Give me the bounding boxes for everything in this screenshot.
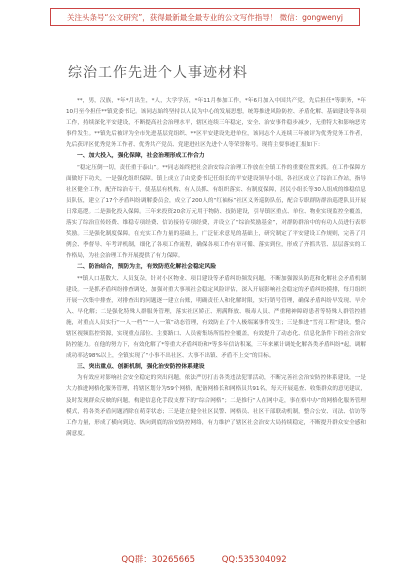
document-title: 综治工作先进个人事迹材料: [68, 65, 248, 81]
footer-qq: QQ:535304092: [221, 555, 287, 565]
section-heading: 二、防治结合，预防为主，有效防范化解社会稳定风险: [77, 264, 217, 271]
body-paragraph: **镇人口基数大、人员复杂，针对小区物业、项目建设等矛盾纠纷频发问题，不断加强源头防范和化解社会矛盾机制建设。一是抓矛盾纠纷排查调处，加强对重大事项社会稳定风险评估，深入开展影响社会稳定的矛盾纠纷摸排，每月组织开展一次集中排查，对排查出的问题逐一建立台账，明确责任人和化解时限，实行销号管理，确保矛盾纠纷早发现、早介入、早化解；二是强化特殊人群服务管理，落实社区矫正、刑满释放、吸毒人员、严重精神障碍患者等特殊人群管控措施，对重点人员实行“一人一档”“一人一策”动态管理，有效防止了个人极端案事件发生；三是推进“雪亮工程”建设，整合辖区视频监控资源，实现重点部位、主要路口、人员密集场所监控全覆盖，有效提升了动态化、信息化条件下的社会治安防控能力。在他的努力下，有效化解了*等重大矛盾纠纷和*等多年信访积案，三年来累计调处化解各类矛盾纠纷*起，调解成功率达98%以上，全镇实现了“小事不出社区、大事不出镇、矛盾不上交”的目标。: [66, 275, 366, 360]
section-heading: 一、加大投入，强化保障，社会治理形成工作合力: [77, 153, 205, 160]
section-heading: 三、突出重点、创新机制，强化治安防控体系建设: [77, 364, 205, 371]
banner-text: 关注头条号“公文研究”，获得最新最全最专业的公文写作指导！ 微信：gongwenyj: [66, 12, 344, 22]
footer-qq-group: QQ群：30265665: [121, 555, 196, 565]
top-promo-banner: [50, 8, 360, 26]
body-paragraph: 为有效应对影响社会安全稳定的突出问题，依法严厉打击各类违法犯罪活动，不断完善社会治安防控体系建设，一是大力推进网格化服务管理，将辖区划分为59个网格，配备网格长和网格员共91名，每天开展巡查、收集群众的意见建议，及时发现群众反映的问题，构建信息化手段支撑下的“综合网格”；二是推行“人在网中走，事在格中办”的网格化服务管理模式，将各类矛盾问题消除在萌芽状态；三是建立健全社区民警、网格员、社区干部联动机制，整合公安、司法、信访等工作力量，形成了横向到边、纵向到底的治安防控网络，有力维护了辖区社会治安大局持续稳定，不断提升群众安全感和满意度。: [66, 375, 366, 437]
body-paragraph: **，男，汉族，*年*月出生，*人，大学学历，*年11月参加工作，*年6月加入中国共产党，先后担任*等职务，*年10月至今担任**镇党委书记。该同志始终坚持以人民为中心的发展思想，统筹推进风险防控、矛盾化解、基础建设等各项工作，持续深化平安建设，不断提高社会治理水平，辖区连续三年稳定，安全、治安事件稳步减少，无重特大和影响恶劣事件发生。**镇先后被评为全市先进基层党组织、**区平安建设先进单位，该同志个人连续三年被评为优秀党务工作者，先后获评区优秀党务工作者、优秀共产党员、党建进社区先进个人等荣誉称号。现将主要事迹汇报如下：: [66, 98, 366, 149]
footer-contact: [0, 553, 408, 565]
document-body: [66, 96, 366, 536]
body-paragraph: “稳定压倒一切，责任重于泰山”。**同志始终把社会治安综合治理工作放在全镇工作的重要位置来抓。在工作保障方面做好下功夫，一是强化组织保障。镇上成立了由党委书记任组长的平安建设领导小组，各社区成立了综治工作站，指导社区健全工作，配齐综治专干，使基层有机构、有人员抓、有组织落实、有制度保障，居民小组长等30人组成的维稳信息员队伍，建立了17个矛盾纠纷调解委员会，成立了200人的“红袖标”社区义务巡防队伍，配合专职群防群治巡逻队员开展日常巡逻。二是强化投入保障。三年来投资20余万元用于物防、技防建设，引导镇区重点、单位、物业实现监控全覆盖，落实了综治宣传经费、维稳专项经费、信访接待专项经费，并设立了“综治奖励基金”，对群防群治中的有功人员进行表彰奖励。三是强化制度保障。在充实工作力量的基础上，广泛征求意见的基础上，研究制定了平安建设工作规则，完善了月例会、季督导、年考评机制，细化了各项工作流程，确保各项工作有章可循、落实到位，形成了齐抓共管、层层落实的工作格局，为社会治理工作开展提供了有力保障。: [66, 164, 366, 260]
